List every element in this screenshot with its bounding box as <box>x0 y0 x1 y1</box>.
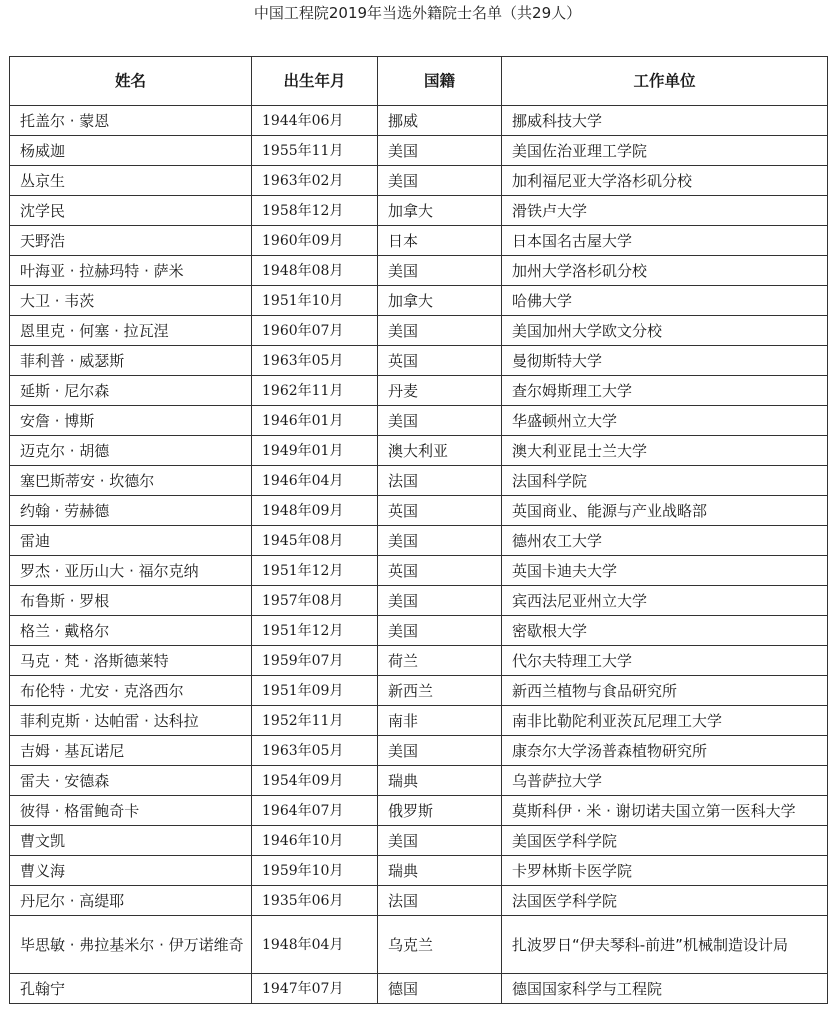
cell-workplace: 哈佛大学 <box>502 286 828 316</box>
cell-birth-date: 1960年07月 <box>252 316 378 346</box>
cell-nationality: 美国 <box>378 826 502 856</box>
cell-name: 罗杰 · 亚历山大 · 福尔克纳 <box>10 556 252 586</box>
cell-workplace: 法国医学科学院 <box>502 886 828 916</box>
cell-name: 叶海亚 · 拉赫玛特 · 萨米 <box>10 256 252 286</box>
cell-birth-date: 1959年07月 <box>252 646 378 676</box>
cell-workplace: 美国医学科学院 <box>502 826 828 856</box>
cell-birth-date: 1954年09月 <box>252 766 378 796</box>
cell-nationality: 瑞典 <box>378 856 502 886</box>
cell-name: 吉姆 · 基瓦诺尼 <box>10 736 252 766</box>
table-row <box>10 406 828 436</box>
table-row <box>10 616 828 646</box>
cell-nationality: 美国 <box>378 736 502 766</box>
table-row <box>10 286 828 316</box>
cell-workplace: 康奈尔大学汤普森植物研究所 <box>502 736 828 766</box>
cell-nationality: 英国 <box>378 496 502 526</box>
cell-name: 彼得 · 格雷鲍奇卡 <box>10 796 252 826</box>
cell-name: 迈克尔 · 胡德 <box>10 436 252 466</box>
cell-birth-date: 1958年12月 <box>252 196 378 226</box>
cell-nationality: 法国 <box>378 886 502 916</box>
header-name: 姓名 <box>10 57 252 106</box>
header-birth-date: 出生年月 <box>252 57 378 106</box>
cell-nationality: 荷兰 <box>378 646 502 676</box>
cell-nationality: 乌克兰 <box>378 916 502 974</box>
cell-birth-date: 1945年08月 <box>252 526 378 556</box>
cell-nationality: 澳大利亚 <box>378 436 502 466</box>
cell-nationality: 美国 <box>378 406 502 436</box>
table-body <box>10 106 828 1004</box>
table-row <box>10 766 828 796</box>
cell-workplace: 英国商业、能源与产业战略部 <box>502 496 828 526</box>
cell-name: 曹文凯 <box>10 826 252 856</box>
cell-name: 约翰 · 劳赫德 <box>10 496 252 526</box>
cell-workplace: 美国加州大学欧文分校 <box>502 316 828 346</box>
cell-birth-date: 1951年10月 <box>252 286 378 316</box>
cell-birth-date: 1963年05月 <box>252 346 378 376</box>
table-row <box>10 196 828 226</box>
table-row <box>10 466 828 496</box>
cell-workplace: 新西兰植物与食品研究所 <box>502 676 828 706</box>
cell-workplace: 宾西法尼亚州立大学 <box>502 586 828 616</box>
table-row <box>10 916 828 974</box>
cell-nationality: 美国 <box>378 616 502 646</box>
table-row <box>10 436 828 466</box>
cell-name: 雷夫 · 安德森 <box>10 766 252 796</box>
cell-birth-date: 1947年07月 <box>252 974 378 1004</box>
table-row <box>10 676 828 706</box>
cell-nationality: 美国 <box>378 166 502 196</box>
header-nationality: 国籍 <box>378 57 502 106</box>
cell-birth-date: 1948年08月 <box>252 256 378 286</box>
cell-birth-date: 1946年01月 <box>252 406 378 436</box>
cell-name: 杨威迦 <box>10 136 252 166</box>
cell-name: 天野浩 <box>10 226 252 256</box>
cell-birth-date: 1960年09月 <box>252 226 378 256</box>
cell-nationality: 英国 <box>378 346 502 376</box>
cell-birth-date: 1964年07月 <box>252 796 378 826</box>
cell-birth-date: 1951年09月 <box>252 676 378 706</box>
cell-workplace: 查尔姆斯理工大学 <box>502 376 828 406</box>
table-header-row <box>10 57 828 106</box>
table-row <box>10 376 828 406</box>
cell-workplace: 代尔夫特理工大学 <box>502 646 828 676</box>
cell-workplace: 德州农工大学 <box>502 526 828 556</box>
cell-workplace: 挪威科技大学 <box>502 106 828 136</box>
cell-name: 孔翰宁 <box>10 974 252 1004</box>
cell-birth-date: 1948年09月 <box>252 496 378 526</box>
cell-workplace: 扎波罗日“伊夫琴科-前进”机械制造设计局 <box>502 916 828 974</box>
cell-birth-date: 1952年11月 <box>252 706 378 736</box>
academician-table-container <box>9 56 828 1004</box>
cell-workplace: 滑铁卢大学 <box>502 196 828 226</box>
cell-birth-date: 1944年06月 <box>252 106 378 136</box>
cell-name: 恩里克 · 何塞 · 拉瓦涅 <box>10 316 252 346</box>
cell-workplace: 莫斯科伊 · 米 · 谢切诺夫国立第一医科大学 <box>502 796 828 826</box>
cell-birth-date: 1959年10月 <box>252 856 378 886</box>
table-row <box>10 316 828 346</box>
document-title: 中国工程院2019年当选外籍院士名单（共29人） <box>253 4 582 22</box>
cell-name: 塞巴斯蒂安 · 坎德尔 <box>10 466 252 496</box>
cell-nationality: 丹麦 <box>378 376 502 406</box>
table-row <box>10 106 828 136</box>
cell-workplace: 加州大学洛杉矶分校 <box>502 256 828 286</box>
cell-name: 曹义海 <box>10 856 252 886</box>
cell-birth-date: 1946年04月 <box>252 466 378 496</box>
cell-nationality: 法国 <box>378 466 502 496</box>
cell-workplace: 日本国名古屋大学 <box>502 226 828 256</box>
table-row <box>10 886 828 916</box>
cell-nationality: 日本 <box>378 226 502 256</box>
table-row <box>10 346 828 376</box>
cell-workplace: 卡罗林斯卡医学院 <box>502 856 828 886</box>
table-row <box>10 974 828 1004</box>
table-row <box>10 706 828 736</box>
cell-name: 安詹 · 博斯 <box>10 406 252 436</box>
table-row <box>10 586 828 616</box>
cell-birth-date: 1951年12月 <box>252 616 378 646</box>
cell-nationality: 英国 <box>378 556 502 586</box>
table-row <box>10 796 828 826</box>
cell-name: 布鲁斯 · 罗根 <box>10 586 252 616</box>
cell-nationality: 美国 <box>378 136 502 166</box>
cell-workplace: 加利福尼亚大学洛杉矶分校 <box>502 166 828 196</box>
cell-birth-date: 1946年10月 <box>252 826 378 856</box>
cell-nationality: 德国 <box>378 974 502 1004</box>
cell-nationality: 加拿大 <box>378 196 502 226</box>
cell-nationality: 美国 <box>378 316 502 346</box>
table-row <box>10 166 828 196</box>
table-row <box>10 556 828 586</box>
cell-workplace: 法国科学院 <box>502 466 828 496</box>
cell-name: 菲利普 · 威瑟斯 <box>10 346 252 376</box>
cell-name: 雷迪 <box>10 526 252 556</box>
cell-nationality: 新西兰 <box>378 676 502 706</box>
cell-name: 大卫 · 韦茨 <box>10 286 252 316</box>
cell-name: 马克 · 梵 · 洛斯德莱特 <box>10 646 252 676</box>
cell-nationality: 挪威 <box>378 106 502 136</box>
cell-birth-date: 1951年12月 <box>252 556 378 586</box>
table-row <box>10 496 828 526</box>
cell-workplace: 乌普萨拉大学 <box>502 766 828 796</box>
cell-nationality: 瑞典 <box>378 766 502 796</box>
cell-workplace: 南非比勒陀利亚茨瓦尼理工大学 <box>502 706 828 736</box>
cell-name: 菲利克斯 · 达帕雷 · 达科拉 <box>10 706 252 736</box>
cell-name: 毕思敏 · 弗拉基米尔 · 伊万诺维奇 <box>10 916 252 974</box>
cell-name: 布伦特 · 尤安 · 克洛西尔 <box>10 676 252 706</box>
header-workplace: 工作单位 <box>502 57 828 106</box>
academician-table <box>9 56 828 1004</box>
cell-birth-date: 1963年02月 <box>252 166 378 196</box>
cell-workplace: 英国卡迪夫大学 <box>502 556 828 586</box>
cell-birth-date: 1949年01月 <box>252 436 378 466</box>
cell-workplace: 曼彻斯特大学 <box>502 346 828 376</box>
cell-name: 丛京生 <box>10 166 252 196</box>
table-row <box>10 136 828 166</box>
cell-name: 延斯 · 尼尔森 <box>10 376 252 406</box>
cell-workplace: 美国佐治亚理工学院 <box>502 136 828 166</box>
table-row <box>10 226 828 256</box>
cell-birth-date: 1963年05月 <box>252 736 378 766</box>
cell-workplace: 德国国家科学与工程院 <box>502 974 828 1004</box>
table-row <box>10 256 828 286</box>
table-row <box>10 646 828 676</box>
cell-birth-date: 1957年08月 <box>252 586 378 616</box>
cell-name: 沈学民 <box>10 196 252 226</box>
cell-workplace: 密歇根大学 <box>502 616 828 646</box>
cell-nationality: 加拿大 <box>378 286 502 316</box>
cell-birth-date: 1962年11月 <box>252 376 378 406</box>
table-row <box>10 526 828 556</box>
cell-nationality: 俄罗斯 <box>378 796 502 826</box>
cell-nationality: 美国 <box>378 526 502 556</box>
cell-nationality: 南非 <box>378 706 502 736</box>
cell-nationality: 美国 <box>378 586 502 616</box>
cell-name: 托盖尔 · 蒙恩 <box>10 106 252 136</box>
table-row <box>10 856 828 886</box>
table-row <box>10 826 828 856</box>
table-row <box>10 736 828 766</box>
cell-birth-date: 1948年04月 <box>252 916 378 974</box>
cell-name: 丹尼尔 · 高缇耶 <box>10 886 252 916</box>
cell-workplace: 澳大利亚昆士兰大学 <box>502 436 828 466</box>
cell-workplace: 华盛顿州立大学 <box>502 406 828 436</box>
cell-nationality: 美国 <box>378 256 502 286</box>
cell-birth-date: 1935年06月 <box>252 886 378 916</box>
cell-name: 格兰 · 戴格尔 <box>10 616 252 646</box>
cell-birth-date: 1955年11月 <box>252 136 378 166</box>
